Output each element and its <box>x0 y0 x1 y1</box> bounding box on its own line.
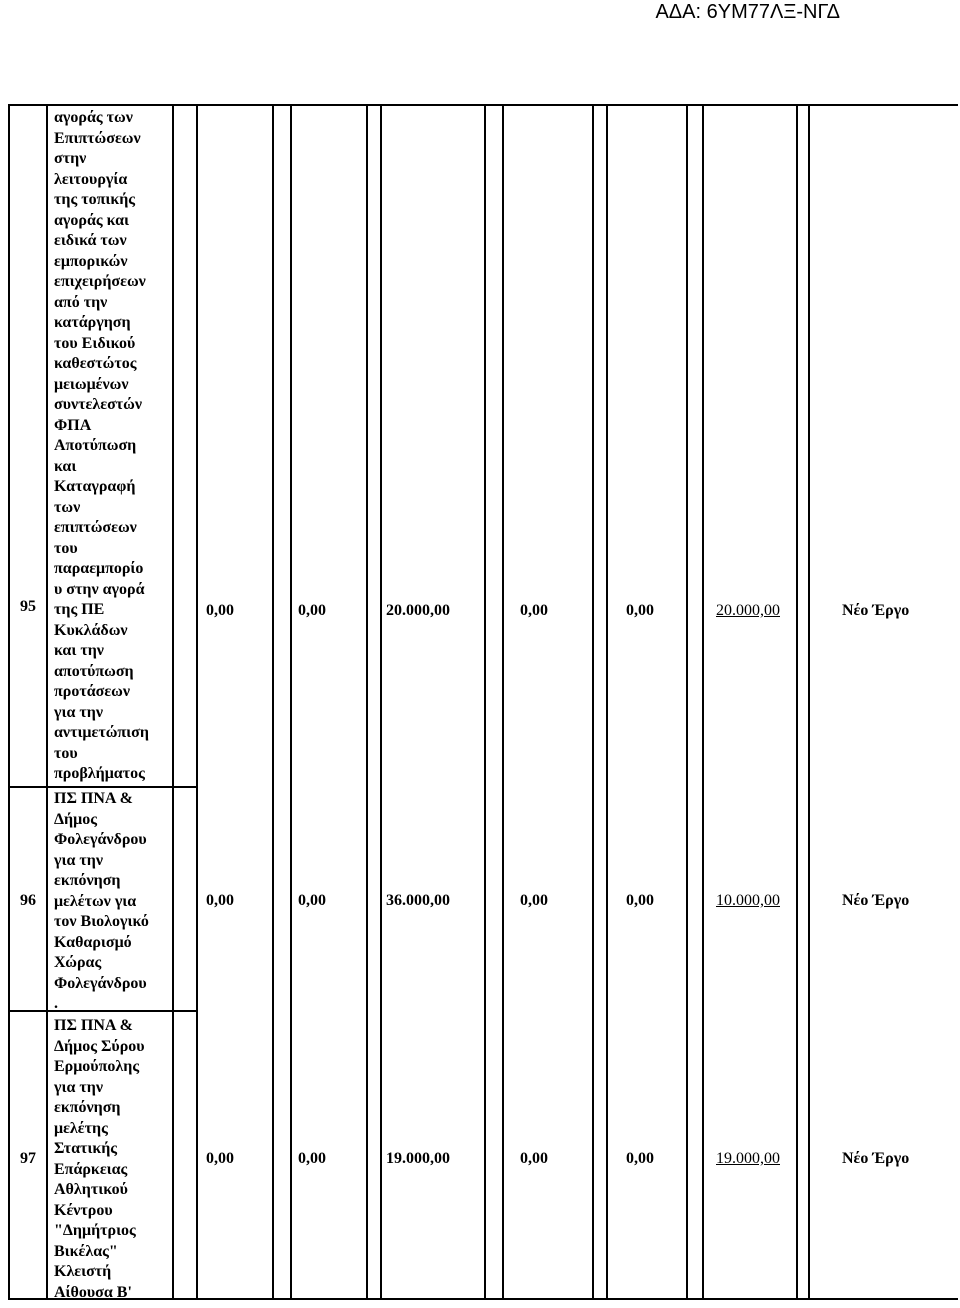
col-divider <box>196 104 198 1300</box>
col-divider <box>592 104 594 1300</box>
value-cell: 0,00 <box>206 1150 234 1167</box>
col-divider <box>366 104 368 1300</box>
status-text: Νέο Έργο <box>842 892 910 909</box>
col-divider <box>796 104 798 1300</box>
row-number: 97 <box>20 1150 36 1167</box>
value-cell: 0,00 <box>520 1150 548 1167</box>
col-divider <box>502 104 504 1300</box>
value-cell: 0,00 <box>298 602 326 619</box>
value-cell: 0,00 <box>626 1150 654 1167</box>
value-cell: 10.000,00 <box>716 892 780 909</box>
col-divider <box>46 104 48 1300</box>
value-cell: 0,00 <box>298 1150 326 1167</box>
value-cell: 19.000,00 <box>386 1150 450 1167</box>
row-values <box>0 1150 960 1172</box>
row-description: ΠΣ ΠΝΑ & Δήμος Φολεγάνδρου για την εκπόνηση μελέτων για τον Βιολογικό Καθαρισμό Χώρας Φολεγάνδρου . <box>54 790 149 1012</box>
row-values <box>0 602 960 624</box>
value-cell: 20.000,00 <box>716 602 780 619</box>
col-divider <box>686 104 688 1300</box>
value-cell: 0,00 <box>206 892 234 909</box>
row-values <box>0 892 960 914</box>
value-cell: 0,00 <box>520 602 548 619</box>
col-divider <box>484 104 486 1300</box>
row-number: 95 <box>20 598 36 615</box>
status-text: Νέο Έργο <box>842 602 910 619</box>
col-divider <box>808 104 810 1300</box>
row-description: αγοράς των Επιπτώσεων στην λειτουργία της τοπικής αγοράς και ειδικά των εμπορικών επιχειρήσεων από την κατάργηση του Ειδικού καθεστώτος μειωμένων συντελεστών ΦΠΑ Αποτύπωση και Καταγραφή των επιπτώσεων του παραεμπορίο υ στην αγορά της ΠΕ Κυκλάδων και την αποτύπωση προτάσεων για την αντιμετώπιση του προβλήματος <box>54 109 149 782</box>
value-cell: 20.000,00 <box>386 602 450 619</box>
col-divider <box>172 104 174 1300</box>
value-cell: 19.000,00 <box>716 1150 780 1167</box>
col-divider <box>272 104 274 1300</box>
value-cell: 36.000,00 <box>386 892 450 909</box>
col-divider <box>606 104 608 1300</box>
ada-code: ΑΔΑ: 6ΥΜ77ΛΞ-ΝΓΔ <box>655 1 840 23</box>
col-divider <box>290 104 292 1300</box>
col-divider <box>702 104 704 1300</box>
row-divider <box>172 1010 196 1012</box>
value-cell: 0,00 <box>520 892 548 909</box>
row-divider <box>172 786 196 788</box>
value-cell: 0,00 <box>626 892 654 909</box>
col-divider <box>380 104 382 1300</box>
status-text: Νέο Έργο <box>842 1150 910 1167</box>
row-divider <box>8 786 174 788</box>
value-cell: 0,00 <box>298 892 326 909</box>
value-cell: 0,00 <box>626 602 654 619</box>
row-description: ΠΣ ΠΝΑ & Δήμος Σύρου Ερμούπολης για την εκπόνηση μελέτης Στατικής Επάρκειας Αθλητικού Κέντρου "Δημήτριος Βικέλας" Κλειστή Αίθουσα Β' <box>54 1017 145 1301</box>
value-cell: 0,00 <box>206 602 234 619</box>
row-number: 96 <box>20 892 36 909</box>
